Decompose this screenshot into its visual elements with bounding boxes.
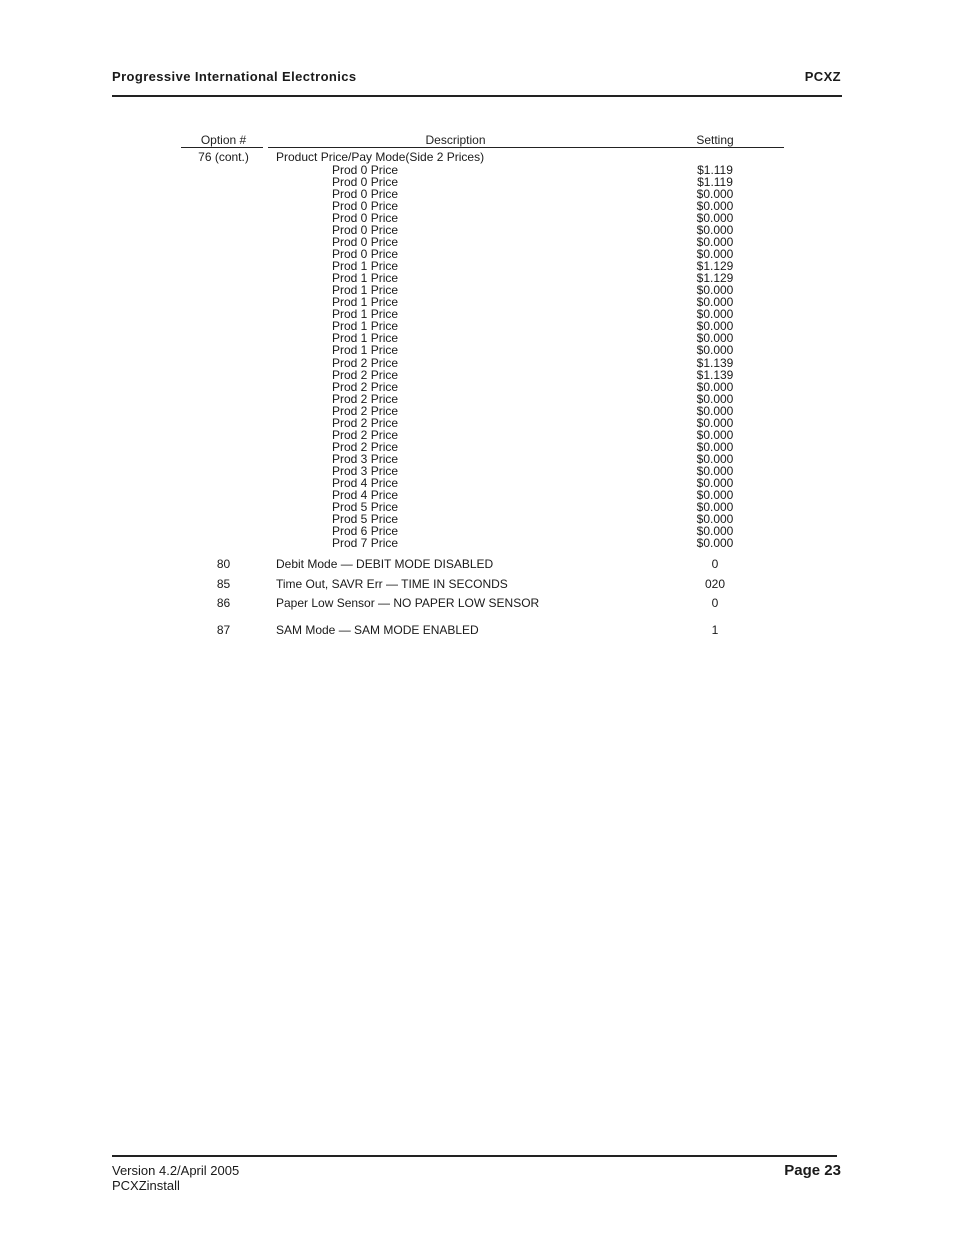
price-row-value: $1.139 bbox=[696, 355, 734, 370]
option-number: 87 bbox=[216, 623, 231, 637]
table-row-option-80 bbox=[0, 557, 954, 571]
table-row-option-87 bbox=[0, 623, 954, 637]
option-setting: 0 bbox=[711, 557, 719, 571]
price-row-label: Prod 2 Price bbox=[332, 415, 399, 430]
price-row-label: Prod 1 Price bbox=[332, 271, 399, 286]
table-row-option-85 bbox=[0, 577, 954, 591]
price-row-label: Prod 1 Price bbox=[332, 343, 399, 358]
price-row-label: Prod 6 Price bbox=[332, 523, 399, 538]
price-row-value: $0.000 bbox=[696, 439, 734, 454]
option-description: Debit Mode — DEBIT MODE DISABLED bbox=[276, 557, 494, 571]
price-row-value: $0.000 bbox=[696, 283, 734, 298]
price-row-label: Prod 4 Price bbox=[332, 475, 399, 490]
price-row-label: Prod 1 Price bbox=[332, 331, 399, 346]
option-number: 86 bbox=[216, 596, 231, 610]
price-row-value: $1.129 bbox=[696, 271, 734, 286]
price-row-value: $0.000 bbox=[696, 331, 734, 346]
option-number: 80 bbox=[216, 557, 231, 571]
price-row-label: Prod 2 Price bbox=[332, 355, 399, 370]
price-row-value: $0.000 bbox=[696, 499, 734, 514]
column-rule-option bbox=[181, 147, 263, 148]
footer-rule bbox=[112, 1155, 837, 1157]
price-row-label: Prod 0 Price bbox=[332, 163, 399, 177]
price-row-label: Prod 0 Price bbox=[332, 247, 399, 262]
price-row-label: Prod 4 Price bbox=[332, 487, 399, 502]
price-row-label: Prod 2 Price bbox=[332, 427, 399, 442]
price-row-label: Prod 5 Price bbox=[332, 511, 399, 526]
price-row-value: $0.000 bbox=[696, 295, 734, 310]
price-row-value: $0.000 bbox=[696, 451, 734, 466]
price-row-value: $0.000 bbox=[696, 223, 734, 238]
price-row-label: Prod 2 Price bbox=[332, 379, 399, 394]
header-rule bbox=[112, 95, 842, 97]
price-row-value: $0.000 bbox=[696, 511, 734, 526]
price-row-value: $0.000 bbox=[696, 235, 734, 250]
column-rule-description bbox=[268, 147, 784, 148]
price-row-value: $0.000 bbox=[696, 199, 734, 214]
price-row-value: $1.129 bbox=[696, 259, 734, 274]
column-header-setting: Setting bbox=[696, 133, 734, 147]
price-row-label: Prod 0 Price bbox=[332, 223, 399, 238]
price-row-value: $0.000 bbox=[696, 343, 734, 358]
option-76-number: 76 (cont.) bbox=[198, 150, 249, 164]
footer-info bbox=[112, 1163, 239, 1193]
price-row-value: $0.000 bbox=[696, 319, 734, 334]
price-row-value: $0.000 bbox=[696, 487, 734, 502]
option-description: Paper Low Sensor — NO PAPER LOW SENSOR bbox=[276, 596, 540, 610]
header-company: Progressive International Electronics bbox=[112, 69, 357, 84]
price-row-value: $0.000 bbox=[696, 427, 734, 442]
table-row-option-86 bbox=[0, 596, 954, 610]
product-price-values bbox=[660, 164, 770, 549]
price-row-label: Prod 1 Price bbox=[332, 319, 399, 334]
price-row-label: Prod 0 Price bbox=[332, 211, 399, 226]
price-row-label: Prod 0 Price bbox=[332, 175, 399, 190]
price-row-label: Prod 0 Price bbox=[332, 187, 399, 202]
price-row-value: $0.000 bbox=[696, 379, 734, 394]
product-price-labels bbox=[332, 164, 398, 549]
option-number: 85 bbox=[216, 577, 231, 591]
footer-version: Version 4.2/April 2005 bbox=[112, 1163, 240, 1178]
price-row-value: $0.000 bbox=[696, 475, 734, 490]
price-row-value: $0.000 bbox=[696, 391, 734, 406]
price-row-label: Prod 1 Price bbox=[332, 259, 399, 274]
price-row-label: Prod 3 Price bbox=[332, 463, 399, 478]
price-row-value: $0.000 bbox=[696, 463, 734, 478]
price-row-value: $0.000 bbox=[696, 523, 734, 538]
price-row-value: $0.000 bbox=[696, 247, 734, 262]
price-row-value: $0.000 bbox=[696, 415, 734, 430]
footer-page-number: Page 23 bbox=[784, 1162, 841, 1179]
price-row-value: $1.139 bbox=[696, 367, 734, 382]
price-row-label: Prod 7 Price bbox=[332, 535, 399, 550]
column-header-option: Option # bbox=[200, 133, 247, 147]
price-row-value: $0.000 bbox=[696, 535, 734, 550]
price-row-label: Prod 1 Price bbox=[332, 295, 399, 310]
price-row-label: Prod 2 Price bbox=[332, 403, 399, 418]
option-setting: 0 bbox=[711, 596, 719, 610]
price-row-label: Prod 2 Price bbox=[332, 439, 399, 454]
price-row-label: Prod 1 Price bbox=[332, 307, 399, 322]
price-row-label: Prod 1 Price bbox=[332, 283, 399, 298]
price-row-label: Prod 3 Price bbox=[332, 451, 399, 466]
option-setting: 020 bbox=[704, 577, 726, 591]
price-row-value: $1.119 bbox=[697, 175, 733, 190]
price-row-label: Prod 0 Price bbox=[332, 235, 399, 250]
price-row-label: Prod 2 Price bbox=[332, 367, 399, 382]
price-row-value: $1.119 bbox=[697, 163, 733, 177]
price-row-label: Prod 2 Price bbox=[332, 391, 399, 406]
option-description: SAM Mode — SAM MODE ENABLED bbox=[276, 623, 479, 637]
option-description: Time Out, SAVR Err — TIME IN SECONDS bbox=[276, 577, 508, 591]
price-row-value: $0.000 bbox=[696, 307, 734, 322]
price-row-label: Prod 5 Price bbox=[332, 499, 399, 514]
price-row-value: $0.000 bbox=[696, 187, 734, 202]
header-product: PCXZ bbox=[804, 69, 841, 84]
price-row-value: $0.000 bbox=[696, 403, 734, 418]
option-76-description: Product Price/Pay Mode(Side 2 Prices) bbox=[276, 150, 485, 164]
footer-doc-name: PCXZinstall bbox=[112, 1178, 180, 1193]
price-row-value: $0.000 bbox=[696, 211, 734, 226]
option-setting: 1 bbox=[711, 623, 719, 637]
price-row-label: Prod 0 Price bbox=[332, 199, 399, 214]
column-header-description: Description bbox=[425, 133, 486, 147]
